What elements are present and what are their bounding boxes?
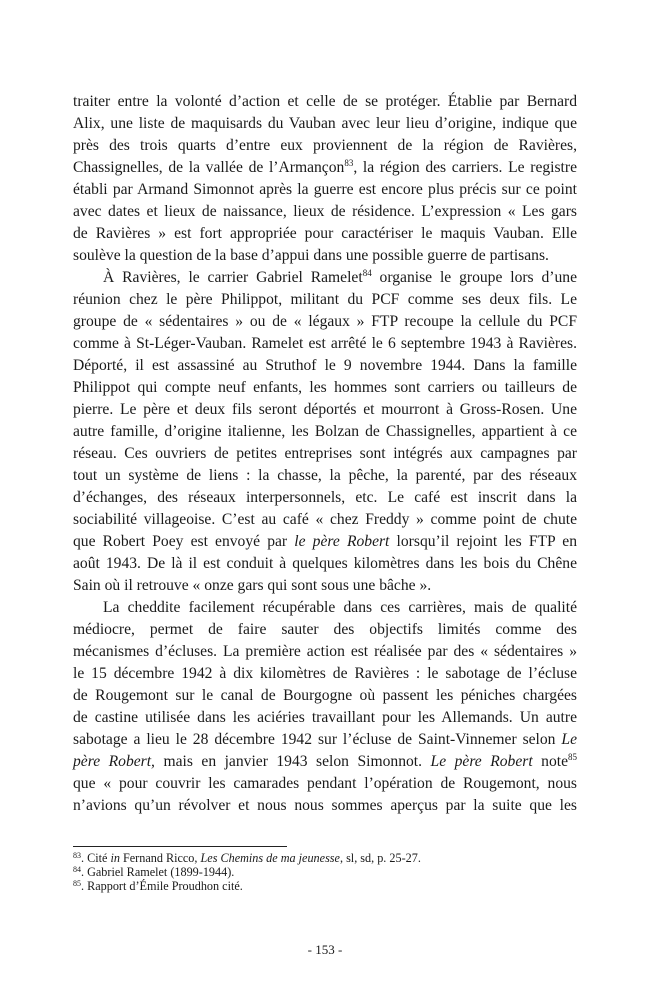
text-segment: août 1943. De là il est conduit à quelques kilomètres dans les bois du Chêne [73, 555, 577, 572]
text-line [73, 135, 577, 157]
italic-text: le père Robert [294, 533, 390, 550]
text-segment: comme à St-Léger-Vauban. Ramelet est arrêté le 6 septembre 1943 à Ravières. [73, 335, 577, 352]
italic-text: père Robert, [73, 753, 155, 770]
text-segment: sociabilité villageoise. C’est au café « chez Freddy » comme point de chute [73, 511, 577, 528]
text-segment: Déporté, il est assassiné au Struthof le 9 novembre 1944. Dans la famille [73, 357, 577, 374]
footnote-reference[interactable]: 85 [568, 752, 577, 762]
text-line [73, 729, 577, 751]
text-line [73, 487, 577, 509]
italic-text: Les Chemins de ma jeunesse [200, 851, 340, 865]
text-line [73, 773, 577, 795]
page-number: - 153 - [307, 942, 343, 957]
text-segment: Sain où il retrouve « onze gars qui sont sous une bâche ». [73, 577, 432, 594]
text-segment: soulève la question de la base d’appui dans une possible guerre de partisans. [73, 247, 549, 264]
text-line [73, 333, 577, 355]
text-segment: organise le groupe lors d’une [371, 269, 577, 286]
text-segment: Chassignelles, de la vallée de l’Armançon [73, 159, 345, 176]
text-line [73, 553, 577, 575]
text-segment: La cheddite facilement récupérable dans ces carrières, mais de qualité [103, 599, 577, 616]
text-segment: réseau. Ces ouvriers de petites entreprises sont intégrés aux campagnes par [73, 445, 577, 462]
text-line [73, 179, 577, 201]
text-line [73, 707, 577, 729]
text-line [73, 289, 577, 311]
text-line [73, 267, 577, 289]
text-line [73, 113, 577, 135]
footnote-84 [73, 865, 577, 879]
text-segment: le 15 décembre 1942 à dix kilomètres de Ravières : le sabotage de l’écluse [73, 665, 577, 682]
footnote-83 [73, 851, 577, 865]
footnote-number: 85 [73, 879, 81, 888]
text-line [73, 575, 577, 597]
text-segment: . Cité [81, 851, 111, 865]
text-segment: Fernand Ricco, [119, 851, 201, 865]
text-segment: de Rougemont sur le canal de Bourgogne où passent les péniches chargées [73, 687, 577, 704]
text-segment: note [532, 753, 568, 770]
text-line [73, 377, 577, 399]
text-segment: établi par Armand Simonnot après la guerre est encore plus précis sur ce point [73, 181, 577, 198]
text-segment: mais en janvier 1943 selon Simonnot. [154, 753, 431, 770]
text-segment: autre famille, d’origine italienne, les Bolzan de Chassignelles, appartient à ce [73, 423, 577, 440]
text-line [73, 91, 577, 113]
text-segment: groupe de « sédentaires » ou de « légaux » FTP recoupe la cellule du PCF [73, 313, 577, 330]
text-line [73, 685, 577, 707]
text-segment: n’avions qu’un révolver et nous nous sommes aperçus par la suite que les [73, 797, 577, 814]
text-line [73, 223, 577, 245]
footnote-separator [73, 846, 287, 847]
italic-text: in [110, 851, 120, 865]
text-line [73, 399, 577, 421]
text-segment: que « pour couvrir les camarades pendant l’opération de Rougemont, nous [73, 775, 577, 792]
text-line [73, 201, 577, 223]
text-segment: pierre. Le père et deux fils seront déportés et mourront à Gross-Rosen. Une [73, 401, 577, 418]
text-segment: . Gabriel Ramelet (1899-1944). [81, 865, 235, 879]
footnote-number: 84 [73, 865, 81, 874]
italic-text: Le [561, 731, 577, 748]
text-line [73, 355, 577, 377]
text-segment: , sl, sd, p. 25-27. [339, 851, 421, 865]
text-segment: traiter entre la volonté d’action et celle de se protéger. Établie par Bernard [73, 93, 577, 110]
footnote-85 [73, 879, 577, 893]
footnote-reference[interactable]: 83 [344, 158, 354, 168]
italic-text: Le père Robert [430, 753, 533, 770]
text-line [73, 619, 577, 641]
footnote-number: 83 [73, 851, 81, 860]
text-segment: réunion chez le père Philippot, militant du PCF comme ses deux fils. Le [73, 291, 577, 308]
text-segment: d’échanges, des réseaux interpersonnels, etc. Le café est inscrit dans la [73, 489, 577, 506]
text-line [73, 795, 577, 817]
text-line [73, 245, 577, 267]
text-segment: , la région des carriers. Le registre [353, 159, 578, 176]
text-segment: lorsqu’il rejoint les FTP en [389, 533, 578, 550]
text-line [73, 663, 577, 685]
text-line [73, 641, 577, 663]
text-segment: mécanismes d’écluses. La première action est réalisée par des « sédentaires » [73, 643, 577, 660]
text-line [73, 509, 577, 531]
text-segment: tout un système de liens : la chasse, la pêche, la parenté, par des réseaux [73, 467, 577, 484]
text-line [73, 465, 577, 487]
text-segment: que Robert Poey est envoyé par [73, 533, 295, 550]
text-segment: sabotage a lieu le 28 décembre 1942 sur l’écluse de Saint-Vinnemer selon [73, 731, 562, 748]
body-text [73, 91, 577, 817]
text-segment: de castine utilisée dans les aciéries travaillant pour les Allemands. Un autre [73, 709, 577, 726]
text-segment: de Ravières » est fort appropriée pour caractériser le maquis Vauban. Elle [73, 225, 577, 242]
footnotes [73, 851, 577, 893]
text-segment: . Rapport d’Émile Proudhon cité. [81, 879, 243, 893]
text-line [73, 157, 577, 179]
text-segment: près des trois quarts d’entre eux proviennent de la région de Ravières, [73, 137, 577, 154]
text-line [73, 597, 577, 619]
text-line [73, 531, 577, 553]
text-segment: Alix, une liste de maquisards du Vauban avec leur lieu d’origine, indique que [73, 115, 577, 132]
text-line [73, 751, 577, 773]
text-segment: Philippot qui compte neuf enfants, les hommes sont carriers ou tailleurs de [73, 379, 577, 396]
text-line [73, 311, 577, 333]
footnote-reference[interactable]: 84 [362, 268, 372, 278]
text-segment: avec dates et lieux de naissance, lieux de résidence. L’expression « Les gars [73, 203, 577, 220]
text-line [73, 421, 577, 443]
text-segment: médiocre, permet de faire sauter des objectifs limités comme des [73, 621, 577, 638]
text-segment: À Ravières, le carrier Gabriel Ramelet [103, 269, 363, 286]
text-line [73, 443, 577, 465]
